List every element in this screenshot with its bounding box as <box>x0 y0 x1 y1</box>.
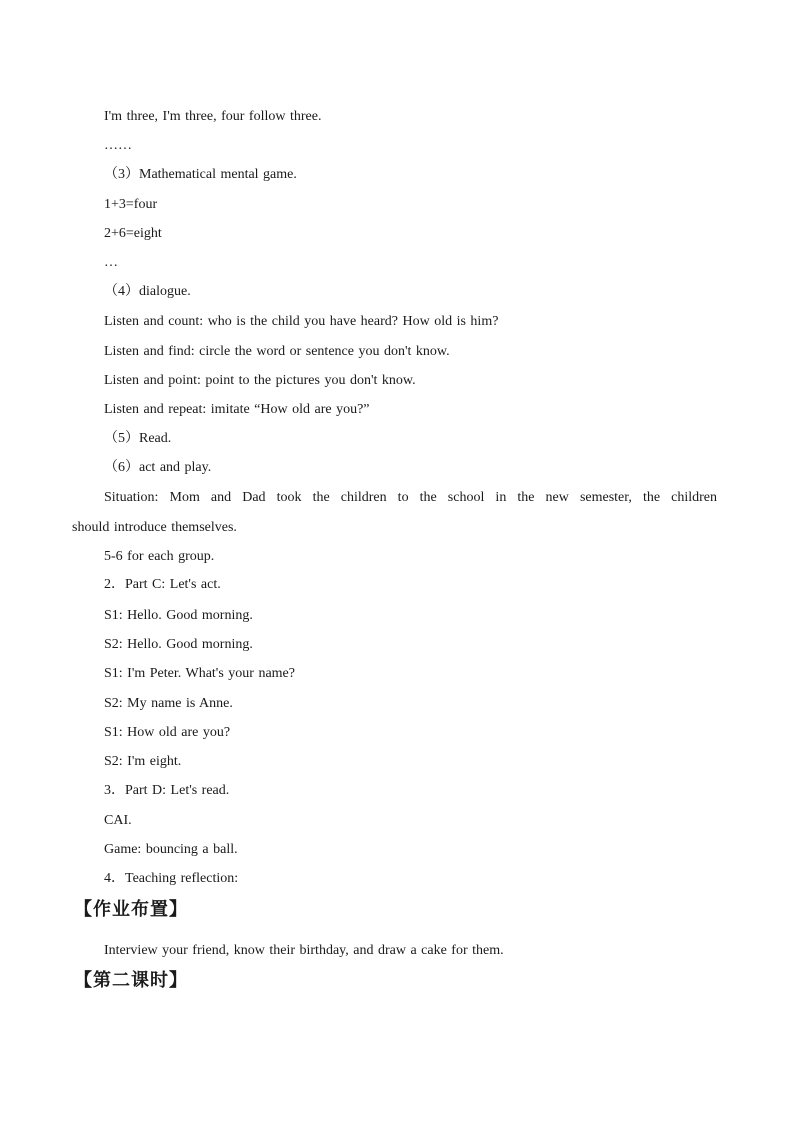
cai-line: CAI. <box>104 813 132 828</box>
listen-find-line: Listen and find: circle the word or sentence you don't know. <box>104 344 450 359</box>
homework-heading: 【作业布置】 <box>74 899 188 920</box>
listen-point-line: Listen and point: point to the pictures you don't know. <box>104 373 416 388</box>
dialogue-line: S1: Hello. Good morning. <box>104 608 253 623</box>
ellipsis-line: … <box>104 255 118 270</box>
step-act-play: （6）act and play. <box>104 460 212 475</box>
listen-count-line: Listen and count: who is the child you have heard? How old is him? <box>104 314 499 329</box>
chant-line: I'm three, I'm three, four follow three. <box>104 109 322 124</box>
teaching-reflection-line: 4．Teaching reflection: <box>104 871 239 886</box>
part-c-heading: 2．Part C: Let's act. <box>104 577 221 592</box>
step-mental-game: （3）Mathematical mental game. <box>104 167 297 182</box>
math-example-2: 2+6=eight <box>104 226 162 241</box>
dialogue-line: S1: How old are you? <box>104 725 231 740</box>
game-line: Game: bouncing a ball. <box>104 842 238 857</box>
situation-continuation: should introduce themselves. <box>72 520 237 535</box>
math-example-1: 1+3=four <box>104 197 158 212</box>
second-lesson-heading: 【第二课时】 <box>74 970 188 991</box>
listen-repeat-line: Listen and repeat: imitate “How old are you?” <box>104 402 370 417</box>
dialogue-line: S2: My name is Anne. <box>104 696 233 711</box>
homework-text: Interview your friend, know their birthday, and draw a cake for them. <box>104 943 504 958</box>
situation-line: Situation: Mom and Dad took the children to the school in the new semester, the children <box>104 490 717 505</box>
dialogue-line: S1: I'm Peter. What's your name? <box>104 666 295 681</box>
part-d-heading: 3．Part D: Let's read. <box>104 783 230 798</box>
step-dialogue: （4）dialogue. <box>104 284 191 299</box>
dialogue-line: S2: Hello. Good morning. <box>104 637 253 652</box>
group-size-line: 5-6 for each group. <box>104 549 215 564</box>
ellipsis-line: …… <box>104 138 132 153</box>
dialogue-line: S2: I'm eight. <box>104 754 182 769</box>
step-read: （5）Read. <box>104 431 172 446</box>
